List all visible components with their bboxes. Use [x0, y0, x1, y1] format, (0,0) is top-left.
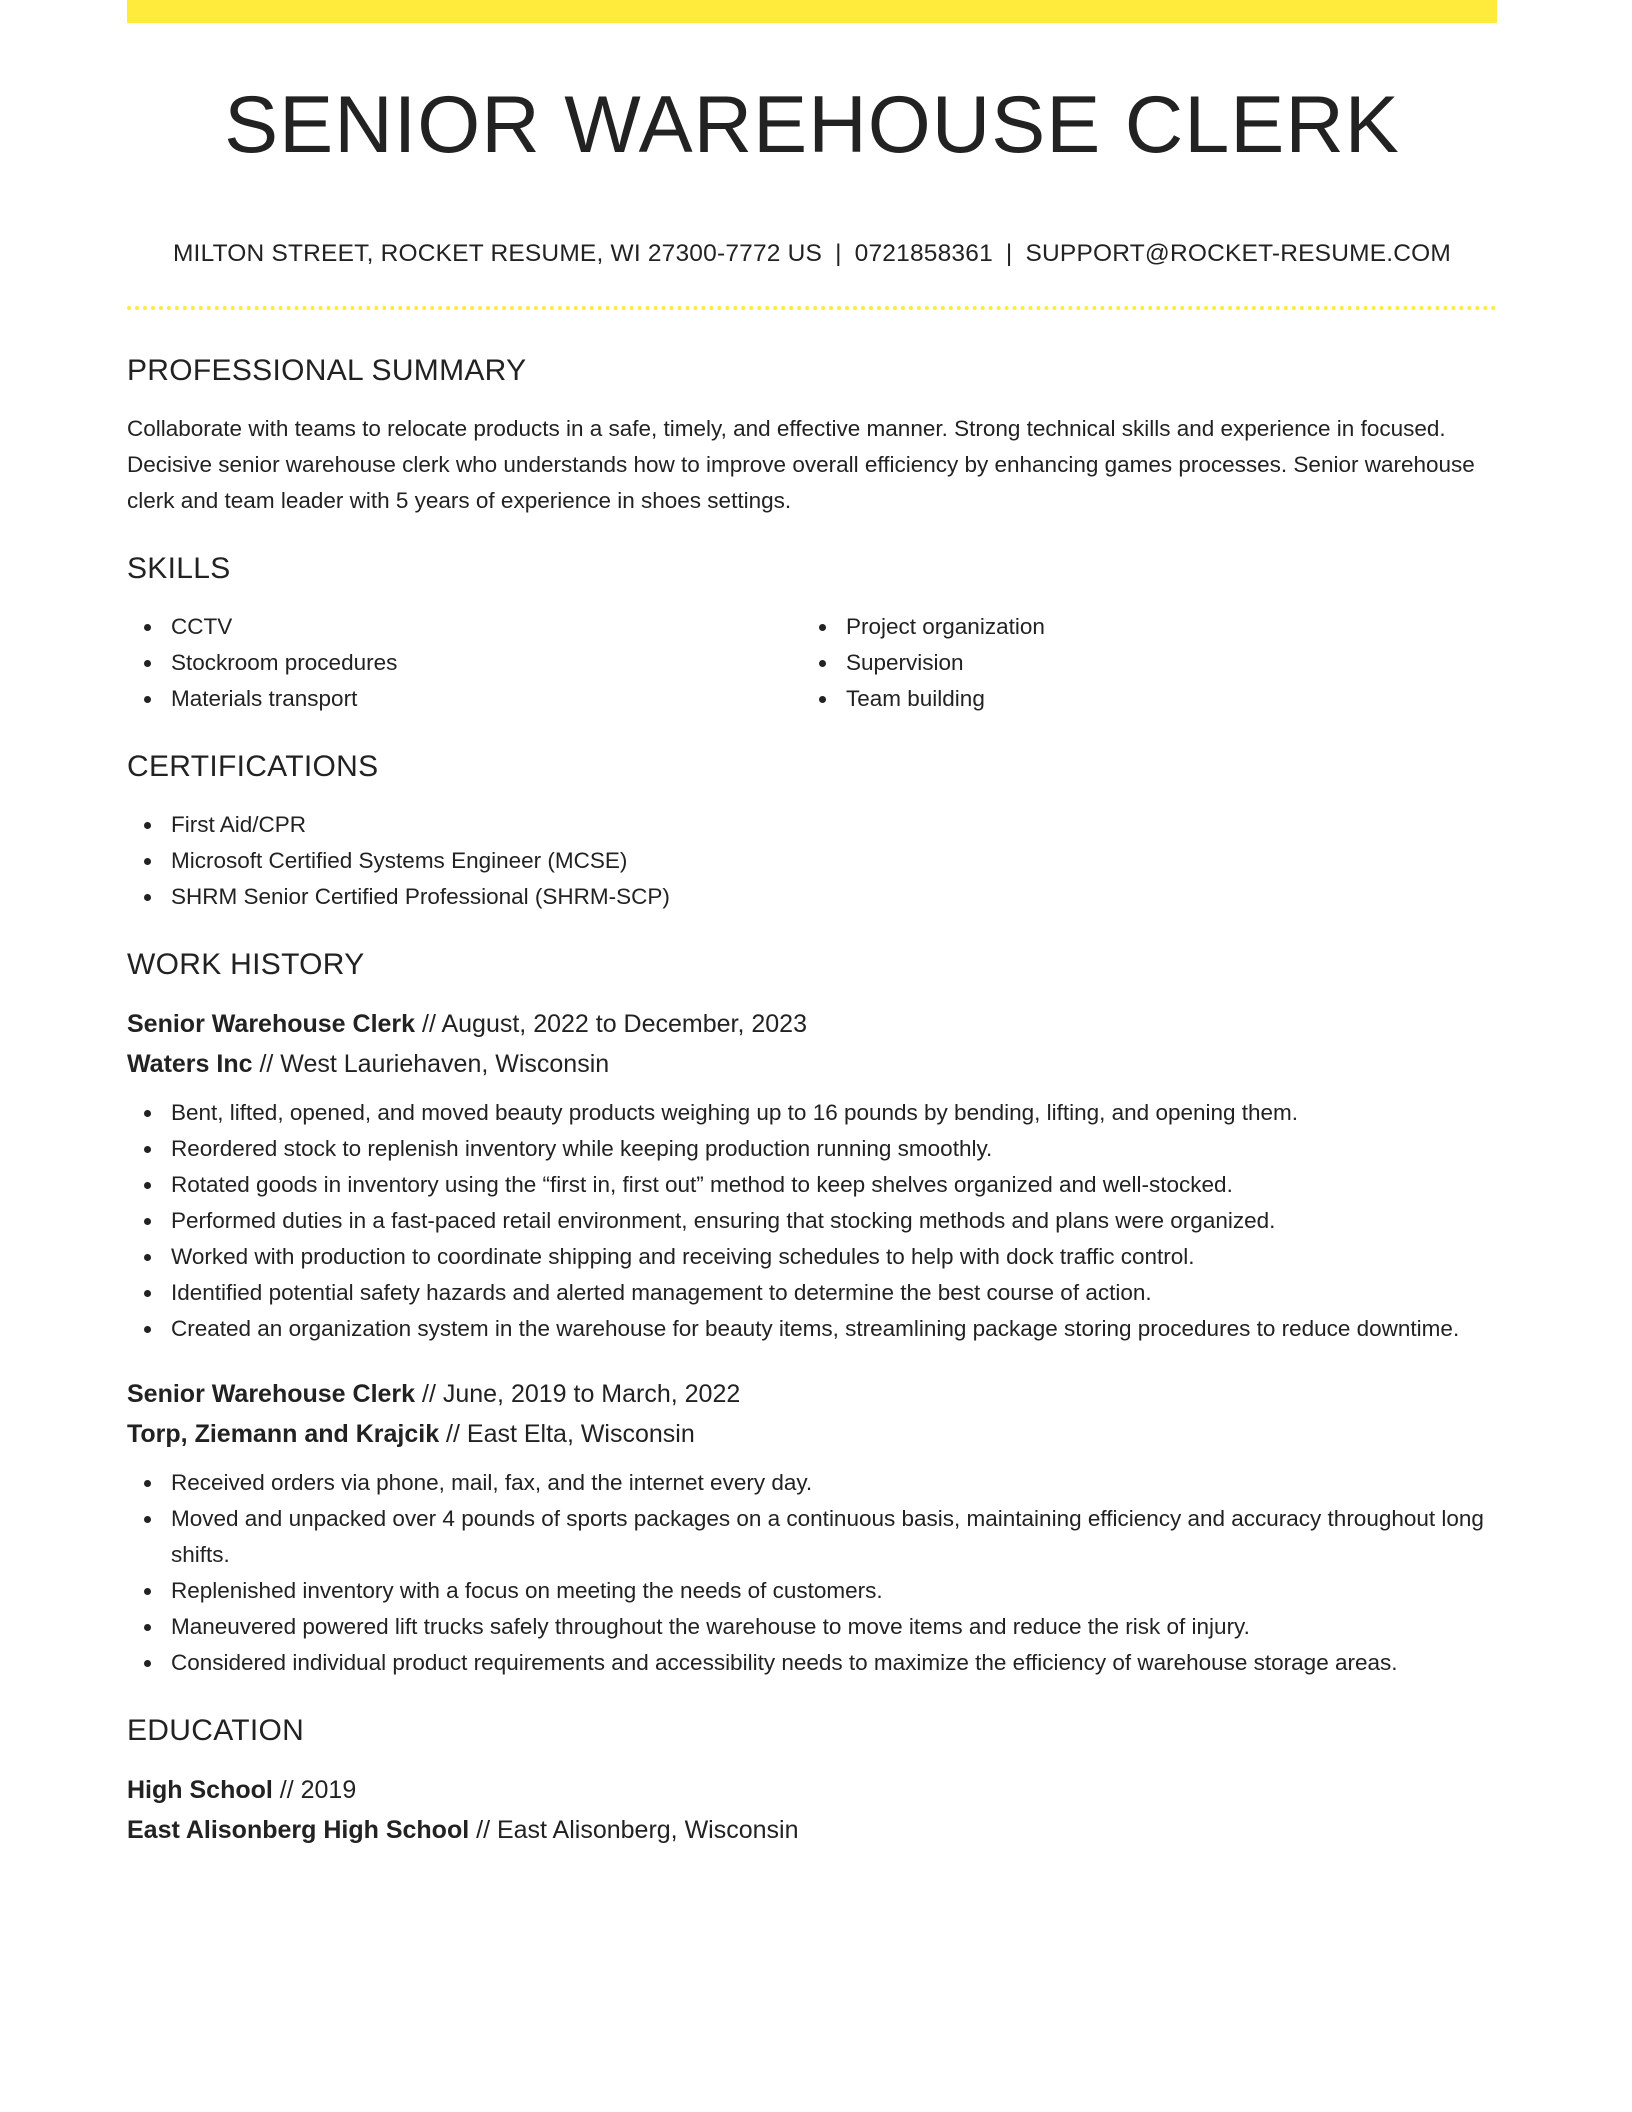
- certifications-list: [127, 807, 1497, 915]
- job-bullet: Worked with production to coordinate shipping and receiving schedules to help with dock traffic control.: [127, 1239, 1497, 1275]
- job-location: // West Lauriehaven, Wisconsin: [252, 1050, 610, 1078]
- job-role: Senior Warehouse Clerk: [127, 1010, 416, 1038]
- job-title-line: [127, 1004, 1497, 1044]
- resume-page: [127, 0, 1497, 1850]
- resume-name: SENIOR WAREHOUSE CLERK: [224, 80, 1400, 170]
- summary-title: PROFESSIONAL SUMMARY: [127, 354, 527, 387]
- job-bullet: Reordered stock to replenish inventory while keeping production running smoothly.: [127, 1131, 1497, 1167]
- job-company: Torp, Ziemann and Krajcik: [127, 1420, 440, 1448]
- skill-item: CCTV: [127, 609, 802, 645]
- job-bullet: Received orders via phone, mail, fax, and the internet every day.: [127, 1465, 1497, 1501]
- summary-section: [127, 354, 1497, 519]
- certification-item: SHRM Senior Certified Professional (SHRM-SCP): [127, 879, 1497, 915]
- job-role: Senior Warehouse Clerk: [127, 1380, 416, 1408]
- contact-email: SUPPORT@ROCKET-RESUME.COM: [1025, 240, 1452, 267]
- skills-list-right: [802, 609, 1477, 717]
- contact-line: [127, 240, 1497, 268]
- work-history-section: [127, 948, 1497, 1681]
- job-dates: // June, 2019 to March, 2022: [415, 1380, 741, 1408]
- top-accent-bar: [127, 0, 1497, 23]
- education-section: [127, 1714, 1497, 1850]
- contact-phone: 0721858361: [854, 240, 993, 267]
- job-bullet: Performed duties in a fast-paced retail environment, ensuring that stocking methods and plans were organized.: [127, 1203, 1497, 1239]
- skills-list-left: [127, 609, 802, 717]
- skill-item: Materials transport: [127, 681, 802, 717]
- skill-item: Supervision: [802, 645, 1477, 681]
- education-degree-line: [127, 1770, 1497, 1810]
- certifications-title: CERTIFICATIONS: [127, 750, 379, 783]
- education-location: // East Alisonberg, Wisconsin: [469, 1816, 799, 1844]
- job-company-line: [127, 1414, 1497, 1454]
- job-company: Waters Inc: [127, 1050, 253, 1078]
- skills-columns: [127, 609, 1497, 717]
- skill-item: Team building: [802, 681, 1477, 717]
- job-location: // East Elta, Wisconsin: [439, 1420, 695, 1448]
- skill-item: Project organization: [802, 609, 1477, 645]
- skills-title: SKILLS: [127, 552, 231, 585]
- job-bullet: Replenished inventory with a focus on meeting the needs of customers.: [127, 1573, 1497, 1609]
- job-entry: [127, 1374, 1497, 1681]
- education-title: EDUCATION: [127, 1714, 305, 1747]
- contact-separator: |: [1005, 240, 1013, 267]
- education-school-line: [127, 1810, 1497, 1850]
- certifications-section: [127, 750, 1497, 915]
- job-bullet: Bent, lifted, opened, and moved beauty products weighing up to 16 pounds by bending, lifting, and opening them.: [127, 1095, 1497, 1131]
- job-dates: // August, 2022 to December, 2023: [415, 1010, 807, 1038]
- certification-item: Microsoft Certified Systems Engineer (MCSE): [127, 843, 1497, 879]
- education-school: East Alisonberg High School: [127, 1816, 470, 1844]
- certification-item: First Aid/CPR: [127, 807, 1497, 843]
- job-bullet: Considered individual product requirements and accessibility needs to maximize the efficiency of warehouse storage areas.: [127, 1645, 1497, 1681]
- education-degree: High School: [127, 1776, 273, 1804]
- dotted-divider: [127, 306, 1497, 310]
- job-bullet: Moved and unpacked over 4 pounds of sports packages on a continuous basis, maintaining efficiency and accuracy throughout long shifts.: [127, 1501, 1497, 1573]
- contact-separator: |: [835, 240, 842, 267]
- job-bullet: Identified potential safety hazards and alerted management to determine the best course of action.: [127, 1275, 1497, 1311]
- skill-item: Stockroom procedures: [127, 645, 802, 681]
- job-bullet: Created an organization system in the warehouse for beauty items, streamlining package storing procedures to reduce downtime.: [127, 1311, 1497, 1347]
- job-entry: [127, 1004, 1497, 1347]
- education-entry: [127, 1770, 1497, 1850]
- job-bullets: [127, 1095, 1497, 1347]
- contact-address: MILTON STREET, ROCKET RESUME, WI 27300-7772 US: [172, 240, 823, 267]
- job-bullet: Rotated goods in inventory using the “first in, first out” method to keep shelves organized and well-stocked.: [127, 1167, 1497, 1203]
- work-history-title: WORK HISTORY: [127, 948, 365, 981]
- skills-section: [127, 552, 1497, 717]
- job-bullet: Maneuvered powered lift trucks safely throughout the warehouse to move items and reduce the risk of injury.: [127, 1609, 1497, 1645]
- summary-text: Collaborate with teams to relocate products in a safe, timely, and effective manner. Strong technical skills and experience in focused. Decisive senior warehouse clerk who understands how to improve overall efficiency by enhancing games processes. Senior warehouse clerk and team leader with 5 years of experience in shoes settings.: [127, 416, 1475, 513]
- job-company-line: [127, 1044, 1497, 1084]
- job-bullets: [127, 1465, 1497, 1681]
- job-title-line: [127, 1374, 1497, 1414]
- education-year: // 2019: [272, 1776, 357, 1804]
